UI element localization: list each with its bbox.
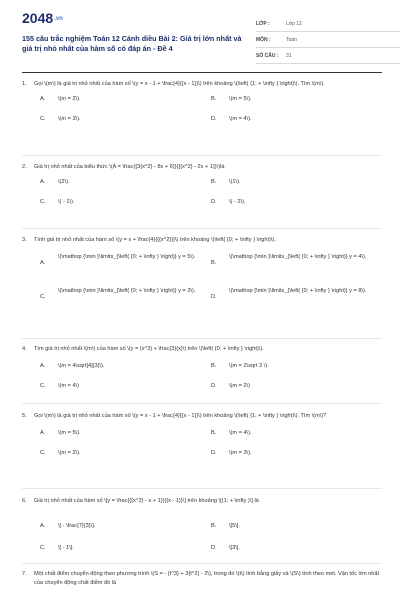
option-label: A.	[40, 96, 46, 102]
question-stem: Gọi \(m\) là giá trị nhỏ nhất của hàm số \(y = x - 1 + \frac{4}{{x - 1}}\) trên khoảng \(\left( {1; + \infty } \right)\). Tìm \(m\).	[34, 81, 325, 87]
option-text: \(2\).	[58, 179, 70, 185]
option-label: B.	[211, 179, 217, 185]
question-number: 2.	[22, 164, 27, 170]
options	[34, 360, 382, 390]
option-text: \(m = 2\)	[229, 383, 250, 389]
question-7	[22, 570, 382, 588]
option-text: \(\mathop {\min }\limits_{\left( {0; + \infty } \right)} y = 5\).	[58, 254, 196, 260]
question-number: 4.	[22, 346, 27, 352]
question-number: 5.	[22, 413, 27, 419]
option-label: B.	[211, 523, 217, 529]
question-divider	[22, 155, 382, 156]
options	[34, 512, 382, 551]
question-stem: Một chất điểm chuyển động theo phương trình \(S = - {t^3} + 3{t^2} - 2\), trong đó \(t\) tính bằng giây và \(S\) tính theo mét. Vận tốc lớn nhất của chuyển động chất điểm đó là	[34, 571, 380, 586]
option-text: \(m = 3\).	[229, 450, 252, 456]
option-c[interactable]	[40, 544, 200, 553]
question-stem: Giá trị nhỏ nhất của biểu thức \(A = \frac{{3{x^2} - 8x + 6}}{{{x^2} - 2x + 1}}\)là	[34, 164, 225, 170]
options	[34, 427, 382, 457]
options	[34, 251, 382, 313]
option-label: C.	[40, 383, 46, 389]
option-d[interactable]	[211, 449, 371, 458]
option-text: \(m = 2\).	[58, 450, 81, 456]
option-text: \(m = 3\).	[58, 116, 81, 122]
option-d[interactable]	[211, 544, 371, 553]
option-a[interactable]	[40, 362, 200, 371]
question-number: 6.	[22, 498, 27, 504]
question-divider	[22, 563, 382, 564]
question-number: 1.	[22, 81, 27, 87]
option-b[interactable]	[211, 253, 371, 266]
option-label: A.	[40, 523, 46, 529]
question-6	[22, 497, 382, 551]
option-label: C.	[40, 116, 46, 122]
option-text: \(\mathop {\min }\limits_{\left( {0; + \infty } \right)} y = 3\).	[58, 288, 196, 294]
option-text: \(m = 2\sqrt 3 \).	[229, 363, 269, 369]
option-text: \(1\).	[229, 179, 241, 185]
question-1	[22, 80, 382, 125]
option-text: \(m = 4\)	[58, 383, 79, 389]
option-c[interactable]	[40, 115, 200, 124]
option-d[interactable]	[211, 382, 371, 391]
header-divider	[22, 72, 382, 73]
info-row-class	[256, 16, 400, 32]
option-label: B.	[211, 430, 217, 436]
option-text: \[ - \frac{7}{3}\].	[58, 523, 96, 529]
option-b[interactable]	[211, 429, 371, 438]
info-row-subject	[256, 32, 400, 48]
option-a[interactable]	[40, 178, 200, 187]
option-text: \(m = 4\).	[229, 430, 252, 436]
option-label: D.	[211, 116, 217, 122]
question-2	[22, 163, 382, 208]
option-b[interactable]	[211, 95, 371, 104]
question-divider	[22, 228, 382, 229]
info-value: Toán	[286, 36, 297, 43]
page-title: 155 câu trắc nghiệm Toán 12 Cánh diều Bài 2: Giá trị lớn nhất và giá trị nhỏ nhất của hàm số có đáp án - Đề 4	[22, 34, 242, 53]
logo-sub: .vn	[54, 16, 63, 23]
option-label: A.	[40, 260, 46, 266]
option-c[interactable]	[40, 449, 200, 458]
site-logo[interactable]	[22, 10, 63, 26]
header	[22, 10, 382, 72]
question-4	[22, 345, 382, 390]
option-label: D.	[211, 199, 217, 205]
question-number: 7.	[22, 571, 27, 577]
option-d[interactable]	[211, 198, 371, 207]
question-stem: Tìm giá trị nhỏ nhất \(m\) của hàm số \(y = {x^3} + \frac{3}{x}\) trên \(\left( {0; + \infty } \right)\).	[34, 346, 264, 352]
option-text: \[3\].	[229, 545, 240, 551]
option-text: \(m = 2\).	[58, 96, 81, 102]
option-d[interactable]	[211, 115, 371, 124]
option-label: C.	[40, 199, 46, 205]
info-row-count	[256, 48, 400, 64]
option-text: \(\mathop {\min }\limits_{\left( {0; + \infty } \right)} y = 4\).	[229, 254, 367, 260]
options	[34, 95, 382, 125]
option-a[interactable]	[40, 429, 200, 438]
option-text: \(\mathop {\min }\limits_{\left( {0; + \infty } \right)} y = 8\).	[229, 288, 367, 294]
question-divider	[22, 488, 382, 489]
option-text: \[ - 1\].	[58, 545, 74, 551]
option-a[interactable]	[40, 522, 200, 531]
option-label: B.	[211, 363, 217, 369]
option-c[interactable]	[40, 287, 200, 300]
question-5	[22, 412, 382, 457]
question-number: 3.	[22, 237, 27, 243]
option-label: D.	[211, 450, 217, 456]
option-text: \(m = 5\).	[58, 430, 81, 436]
option-label: A.	[40, 430, 46, 436]
info-table	[256, 16, 400, 64]
question-3	[22, 236, 382, 313]
option-label: D.	[211, 294, 217, 300]
info-key: LỚP :	[256, 20, 270, 27]
option-d[interactable]	[211, 287, 371, 300]
option-label: B.	[211, 96, 217, 102]
option-text: \[5\].	[229, 523, 240, 529]
options	[34, 178, 382, 208]
option-a[interactable]	[40, 253, 200, 266]
option-label: A.	[40, 363, 46, 369]
option-label: D.	[211, 383, 217, 389]
option-b[interactable]	[211, 178, 371, 187]
info-value: 31	[286, 52, 292, 59]
option-label: D.	[211, 545, 217, 551]
option-label: B.	[211, 260, 217, 266]
option-b[interactable]	[211, 362, 371, 371]
option-b[interactable]	[211, 522, 371, 531]
option-text: \( - 1\).	[58, 199, 75, 205]
option-label: A.	[40, 179, 46, 185]
option-label: C.	[40, 450, 46, 456]
info-key: MÔN :	[256, 36, 271, 43]
info-value: Lớp 12	[286, 20, 302, 27]
option-label: C.	[40, 294, 46, 300]
info-key: SỐ CÂU :	[256, 52, 279, 59]
option-text: \(m = 4\).	[229, 116, 252, 122]
option-c[interactable]	[40, 382, 200, 391]
question-stem: Gọi \(m\) là giá trị nhỏ nhất của hàm số \(y = x - 1 + \frac{4}{{x - 1}}\) trên khoảng \(\left( {1; + \infty } \right)\). Tìm \(m\)?	[34, 413, 327, 419]
option-a[interactable]	[40, 95, 200, 104]
logo-main: 2048	[22, 10, 54, 26]
question-divider	[22, 403, 382, 404]
option-label: C.	[40, 545, 46, 551]
option-text: \( - 2\).	[229, 199, 246, 205]
option-text: \(m = 4\sqrt[4]{3}\).	[58, 363, 105, 369]
option-c[interactable]	[40, 198, 200, 207]
question-stem: Giá trị nhỏ nhất của hàm số \[y = \frac{{{x^2} - x + 1}}{{x - 1}}\] trên khoảng \[(1; + \infty )\] là	[34, 498, 259, 504]
option-text: \(m = 5\).	[229, 96, 252, 102]
question-stem: Tính giá trị nhỏ nhất của hàm số \(y = x + \frac{4}{{{x^2}}}\) trên khoảng \(\left( {0; + \infty } \right)\).	[34, 237, 276, 243]
question-divider	[22, 338, 382, 339]
